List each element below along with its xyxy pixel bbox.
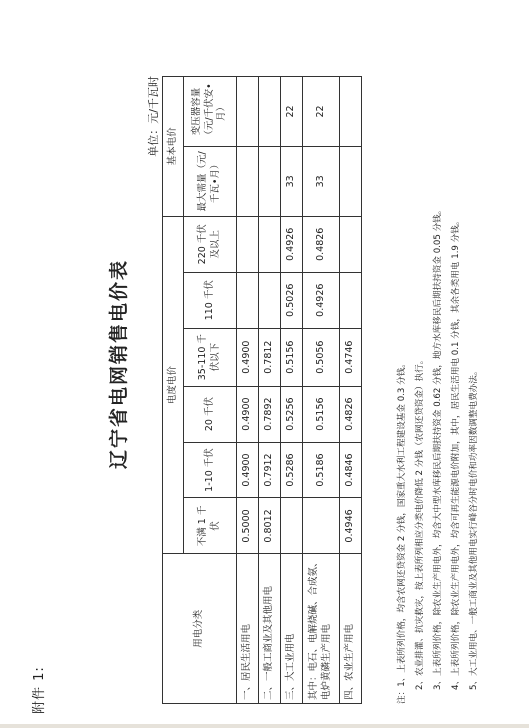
row-value: 22 xyxy=(303,77,340,147)
row-category: 其中：电石、电解烧碱、合成氨、电炉黄磷生产用电 xyxy=(303,554,340,704)
note-line: 注：1、上表所列价格，均含农网还贷资金 2 分钱，国家重大水利工程建设基金 0.3 分钱。 xyxy=(397,359,407,704)
row-value: 0.5026 xyxy=(281,272,303,328)
note-line: 2、农业排灌、抗灾救灾，按上表所列相应分类电价降低 2 分钱（农网还贷资金）执行。 xyxy=(415,355,425,690)
header-voltage-3: 20 千伏 xyxy=(184,386,237,442)
notes xyxy=(393,206,483,704)
row-value xyxy=(237,77,259,147)
header-voltage-6: 220 千伏及以上 xyxy=(184,216,237,272)
table-row xyxy=(303,77,340,704)
row-value xyxy=(340,77,362,147)
page-title: 辽宁省电网销售电价表 xyxy=(108,259,130,470)
header-voltage-2: 1-10 千伏 xyxy=(184,442,237,498)
table-row xyxy=(259,77,281,704)
row-value: 0.4846 xyxy=(340,442,362,498)
row-value xyxy=(281,498,303,554)
attachment-label: 附件 1: xyxy=(32,666,47,714)
row-value: 0.5000 xyxy=(237,498,259,554)
header-category: 用电分类 xyxy=(163,554,237,704)
row-value xyxy=(237,272,259,328)
bottom-strip xyxy=(0,724,529,728)
table-body xyxy=(237,77,362,704)
row-category: 二、一般工商业及其他用电 xyxy=(259,554,281,704)
row-value: 0.7912 xyxy=(259,442,281,498)
row-value: 0.7892 xyxy=(259,386,281,442)
row-category: 四、农业生产用电 xyxy=(340,554,362,704)
row-category: 一、居民生活用电 xyxy=(237,554,259,704)
row-value: 0.4826 xyxy=(303,216,340,272)
row-value: 0.4946 xyxy=(340,498,362,554)
row-value: 0.5156 xyxy=(281,328,303,386)
row-value: 33 xyxy=(303,146,340,216)
row-value: 0.4900 xyxy=(237,328,259,386)
row-value: 0.4746 xyxy=(340,328,362,386)
table-row xyxy=(237,77,259,704)
row-value: 0.5156 xyxy=(303,386,340,442)
price-table xyxy=(162,76,362,704)
unit-label: 单位：元/千瓦时 xyxy=(147,76,160,157)
row-value: 0.8012 xyxy=(259,498,281,554)
table-row xyxy=(281,77,303,704)
row-value: 0.7812 xyxy=(259,328,281,386)
header-basic-1: 最大需量（元/千瓦•月） xyxy=(184,146,237,216)
row-value: 0.5256 xyxy=(281,386,303,442)
row-value: 0.4926 xyxy=(281,216,303,272)
note-line: 5、大工业用电、一般工商业及其他用电实行峰谷分时电价和功率因数调整电费办法。 xyxy=(469,366,479,690)
row-value xyxy=(259,216,281,272)
row-value: 0.5286 xyxy=(281,442,303,498)
row-value xyxy=(340,272,362,328)
header-voltage-1: 不满 1 千伏 xyxy=(184,498,237,554)
row-category: 三、大工业用电 xyxy=(281,554,303,704)
row-value xyxy=(303,498,340,554)
row-value xyxy=(259,77,281,147)
table-row xyxy=(340,77,362,704)
header-basic-price: 基本电价 xyxy=(163,77,184,217)
row-value: 0.4900 xyxy=(237,442,259,498)
row-value xyxy=(237,146,259,216)
row-value xyxy=(237,216,259,272)
row-value: 22 xyxy=(281,77,303,147)
row-value: 0.4900 xyxy=(237,386,259,442)
header-basic-2: 变压器容量（元/千伏安•月） xyxy=(184,77,237,147)
row-value: 33 xyxy=(281,146,303,216)
header-voltage-5: 110 千伏 xyxy=(184,272,237,328)
row-value xyxy=(259,146,281,216)
row-value: 0.5056 xyxy=(303,328,340,386)
note-line: 4、上表所列价格，除农业生产用电外，均含可再生能源电价附加，其中，居民生活用电 0.1 分钱，其余各类用电 1.9 分钱。 xyxy=(451,216,461,690)
header-voltage-4: 35-110 千伏以下 xyxy=(184,328,237,386)
row-value xyxy=(340,146,362,216)
row-value: 0.4926 xyxy=(303,272,340,328)
row-value xyxy=(340,216,362,272)
note-line: 3、上表所列价格，除农业生产用电外，均含大中型水库移民后期扶持资金 0.62 分钱，地方水库移民后期扶持资金 0.05 分钱。 xyxy=(433,205,443,690)
row-value xyxy=(259,272,281,328)
header-energy-price: 电度电价 xyxy=(163,216,184,554)
row-value: 0.4826 xyxy=(340,386,362,442)
row-value: 0.5186 xyxy=(303,442,340,498)
